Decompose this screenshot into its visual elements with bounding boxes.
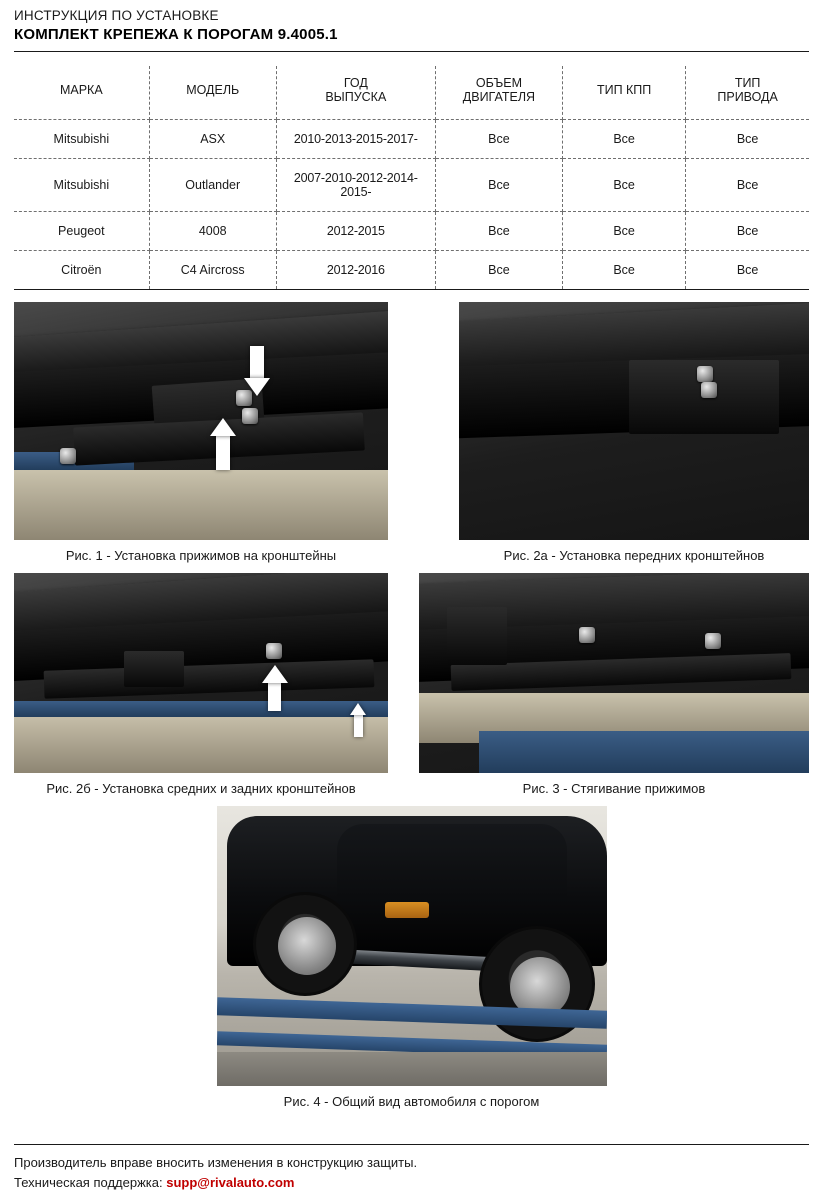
cell-engine: Все (435, 158, 562, 211)
photo-bolt (579, 627, 595, 643)
table-header-row (14, 66, 809, 119)
cell-engine: Все (435, 119, 562, 158)
photo-bolt (60, 448, 76, 464)
cell-model: ASX (149, 119, 276, 158)
figure-caption-fig3: Рис. 3 - Стягивание прижимов (522, 780, 706, 796)
column-header-model-line1: МОДЕЛЬ (186, 83, 240, 98)
photo-floor (14, 713, 388, 773)
arrow-up-icon (350, 703, 366, 715)
arrow-up-icon (210, 418, 236, 436)
column-header-year-line1: ГОД (343, 76, 368, 90)
figure-fig1 (14, 302, 388, 567)
photo-bracket (447, 607, 507, 665)
header-divider (14, 51, 809, 52)
figures-section (14, 302, 809, 1113)
cell-brand: Mitsubishi (14, 158, 149, 211)
cell-years: 2010-2013-2015-2017- (276, 119, 435, 158)
photo-bolt (701, 382, 717, 398)
photo-rim (278, 917, 336, 975)
table-row (14, 119, 809, 158)
table-header (14, 66, 809, 119)
cell-years: 2012-2015 (276, 211, 435, 250)
column-header-engine-line2: ДВИГАТЕЛЯ (462, 90, 536, 105)
column-header-drive (686, 66, 809, 119)
photo-lift-rail (479, 731, 809, 773)
table-row (14, 158, 809, 211)
cell-gearbox: Все (563, 211, 686, 250)
figure-fig4 (217, 806, 607, 1113)
cell-years: 2007-2010-2012-2014-2015- (276, 158, 435, 211)
cell-years: 2012-2016 (276, 250, 435, 289)
cell-brand: Citroën (14, 250, 149, 289)
column-header-gearbox-line1: ТИП КПП (596, 83, 652, 98)
footer-divider (14, 1144, 809, 1145)
cell-drive: Все (686, 119, 809, 158)
cell-gearbox: Все (563, 119, 686, 158)
cell-engine: Все (435, 250, 562, 289)
header-subtitle: ИНСТРУКЦИЯ ПО УСТАНОВКЕ (14, 8, 219, 23)
cell-brand: Mitsubishi (14, 119, 149, 158)
column-header-brand (14, 66, 149, 119)
footer-note: Производитель вправе вносить изменения в конструкцию защиты. (14, 1155, 418, 1170)
figure-caption-fig2a: Рис. 2а - Установка передних кронштейнов (503, 547, 765, 563)
photo-bolt (242, 408, 258, 424)
cell-engine: Все (435, 211, 562, 250)
photo-bolt (697, 366, 713, 382)
photo-bolt (266, 643, 282, 659)
column-header-brand-line1: МАРКА (59, 83, 103, 98)
figure-row-1 (14, 302, 809, 567)
photo-floor (14, 470, 388, 540)
figure-fig2b (14, 573, 388, 800)
cell-gearbox: Все (563, 158, 686, 211)
cell-drive: Все (686, 211, 809, 250)
figure-caption-fig4: Рис. 4 - Общий вид автомобиля с порогом (283, 1093, 540, 1109)
cell-gearbox: Все (563, 250, 686, 289)
cell-model: 4008 (149, 211, 276, 250)
photo-wheel-front (253, 892, 357, 996)
document-footer (14, 1136, 809, 1192)
arrow-down-icon (250, 346, 264, 380)
figure-caption-fig1: Рис. 1 - Установка прижимов на кронштейны (65, 547, 337, 563)
column-header-engine-line1: ОБЪЕМ (475, 76, 522, 90)
arrow-up-icon (268, 681, 281, 711)
column-header-year-line2: ВЫПУСКА (325, 90, 387, 105)
photo-fig2b (14, 573, 388, 773)
footer-support (14, 1173, 809, 1193)
column-header-engine (435, 66, 562, 119)
cell-drive: Все (686, 250, 809, 289)
photo-floor (217, 1052, 607, 1086)
cell-model: Outlander (149, 158, 276, 211)
footer-support-label: Техническая поддержка: (14, 1174, 163, 1190)
column-header-model (149, 66, 276, 119)
arrow-up-icon (216, 434, 230, 470)
figure-fig2a (459, 302, 809, 567)
arrow-up-icon (262, 665, 288, 683)
figure-caption-fig2b: Рис. 2б - Установка средних и задних кронштейнов (46, 780, 356, 796)
photo-fig2a (459, 302, 809, 540)
photo-lift-rail (14, 701, 388, 717)
column-header-drive-line2: ПРИВОДА (717, 90, 778, 105)
photo-fig1 (14, 302, 388, 540)
arrow-down-icon (244, 378, 270, 396)
photo-car-glass (337, 824, 567, 904)
arrow-up-icon (354, 715, 363, 737)
figure-fig3 (419, 573, 809, 800)
column-header-drive-line1: ТИП (734, 76, 761, 90)
photo-fig4 (217, 806, 607, 1086)
cell-model: C4 Aircross (149, 250, 276, 289)
page-title: КОМПЛЕКТ КРЕПЕЖА К ПОРОГАМ 9.4005.1 (14, 26, 338, 43)
photo-turn-signal (385, 902, 429, 918)
table-row (14, 211, 809, 250)
support-email-link[interactable]: supp@rivalauto.com (166, 1174, 295, 1190)
figure-row-2 (14, 573, 809, 800)
cell-drive: Все (686, 158, 809, 211)
vehicle-compatibility-table (14, 66, 809, 290)
document-header (14, 0, 809, 43)
photo-fig3 (419, 573, 809, 773)
column-header-year (276, 66, 435, 119)
cell-brand: Peugeot (14, 211, 149, 250)
photo-bolt (705, 633, 721, 649)
column-header-gearbox (563, 66, 686, 119)
figure-row-3 (14, 806, 809, 1113)
table-body (14, 119, 809, 289)
table-row (14, 250, 809, 289)
photo-bracket (124, 651, 184, 687)
